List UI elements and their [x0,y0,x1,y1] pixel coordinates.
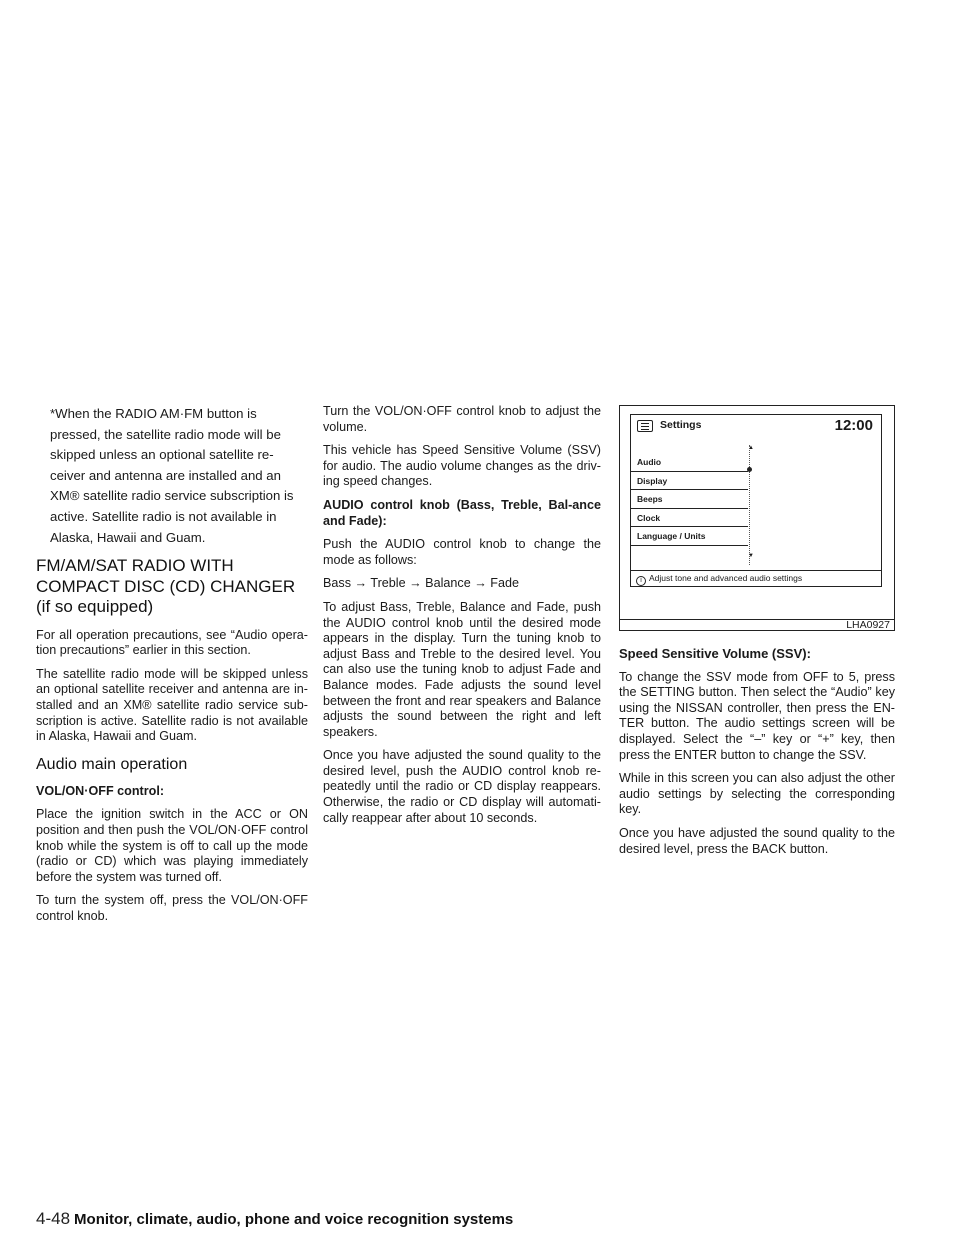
settings-icon [637,420,653,432]
left-column [36,404,308,933]
scrollbar[interactable] [749,445,753,565]
ssv-heading: Speed Sensitive Volume (SSV): [619,646,811,661]
chapter-title: Monitor, climate, audio, phone and voice recognition systems [74,1211,514,1228]
section-heading: FM/AM/SAT RADIO WITH COMPACT DISC (CD) CHANGER (if so equipped) [36,556,296,617]
scroll-down-arrow-icon: ▼ [748,553,754,559]
settings-menu [631,453,748,546]
footer-hint: Adjust tone and advanced audio settings [649,573,803,583]
scroll-thumb[interactable] [747,467,752,472]
settings-screen [630,414,882,587]
display-return-paragraph: Once you have adjusted the sound quality to the desired level, push the AUDIO control knob re-peatedly until the radio or CD display reappears. Otherwise, the radio or CD display will automati-cally reappear after about 10 seconds. [323,748,601,825]
screen-title: Settings [660,419,702,431]
ignition-paragraph: Place the ignition switch in the ACC or ON position and then push the VOL/ON·OFF control knob while the system is off to call up the mode (radio or CD) which was playing immediately before the system was turned off. [36,807,308,884]
mode-sequence: Bass → Treble → Balance → Fade [323,576,519,591]
figure-label-bar [620,619,894,630]
precautions-paragraph: For all operation precautions, see “Audio opera-tion precautions” earlier in this section. [36,627,308,658]
menu-item-display[interactable]: Display [631,472,748,491]
menu-item-beeps[interactable]: Beeps [631,490,748,509]
settings-figure [619,405,895,631]
audio-main-heading: Audio main operation [36,755,188,773]
audio-knob-paragraph: Push the AUDIO control knob to change the mode as follows: [323,537,601,567]
menu-item-language-units[interactable]: Language / Units [631,527,748,546]
ssv-intro-paragraph: This vehicle has Speed Sensitive Volume (SSV) for audio. The audio volume changes as the driv-ing speed changes. [323,443,601,489]
satellite-paragraph: The satellite radio mode will be skipped unless an optional satellite receiver and antenna are in-stalled and an XM® satellite radio service sub-scription is active. Satellite radio is not available in Alaska, Hawaii and Guam. [36,666,308,744]
right-column [619,646,895,865]
volume-paragraph: Turn the VOL/ON·OFF control knob to adjust the volume. [323,404,601,434]
middle-column [323,404,601,834]
adjust-paragraph: To adjust Bass, Treble, Balance and Fade, push the AUDIO control knob until the desired mode appears in the display. Turn the tuning knob to adjust Bass and Treble to the desired level. You can also use the tuning knob to adjust Fade and Balance modes. Fade adjusts the sound level between the front and rear speakers and Balance adjusts the sound between the right and left speakers. [323,599,601,739]
page-footer [36,1209,513,1229]
screen-header [631,415,881,437]
scroll-up-arrow-icon: ▲ [748,445,754,451]
figure-label: LHA0927 [846,619,890,631]
turn-off-paragraph: To turn the system off, press the VOL/ON·OFF control knob. [36,893,308,923]
ssv-paragraph: To change the SSV mode from OFF to 5, press the SETTING button. Then select the “Audio” key using the NISSAN controller, then press the EN-TER button. The audio settings screen will be displayed. Select the “–” key or “+” key, then press the ENTER button to change the SSV. [619,669,895,762]
page-number: 4-48 [36,1209,71,1228]
audio-knob-heading: AUDIO control knob (Bass, Treble, Bal-ance and Fade): [323,497,601,528]
vol-control-heading: VOL/ON·OFF control: [36,783,165,798]
back-button-paragraph: Once you have adjusted the sound quality to the desired level, press the BACK button. [619,825,895,856]
screen-clock: 12:00 [834,417,873,434]
info-icon: i [636,576,646,586]
menu-item-audio[interactable]: Audio [631,453,748,472]
menu-item-clock[interactable]: Clock [631,509,748,528]
satellite-note: *When the RADIO AM·FM button is pressed, the satellite radio mode will be skipped unless an optional satellite re-ceiver and antenna are installed and an XM® satellite radio service subscription is active. Satellite radio is not available in Alaska, Hawaii and Guam. [50,406,294,545]
other-settings-paragraph: While in this screen you can also adjust the other audio settings by selecting the corresponding key. [619,771,895,817]
screen-footer [631,570,881,586]
